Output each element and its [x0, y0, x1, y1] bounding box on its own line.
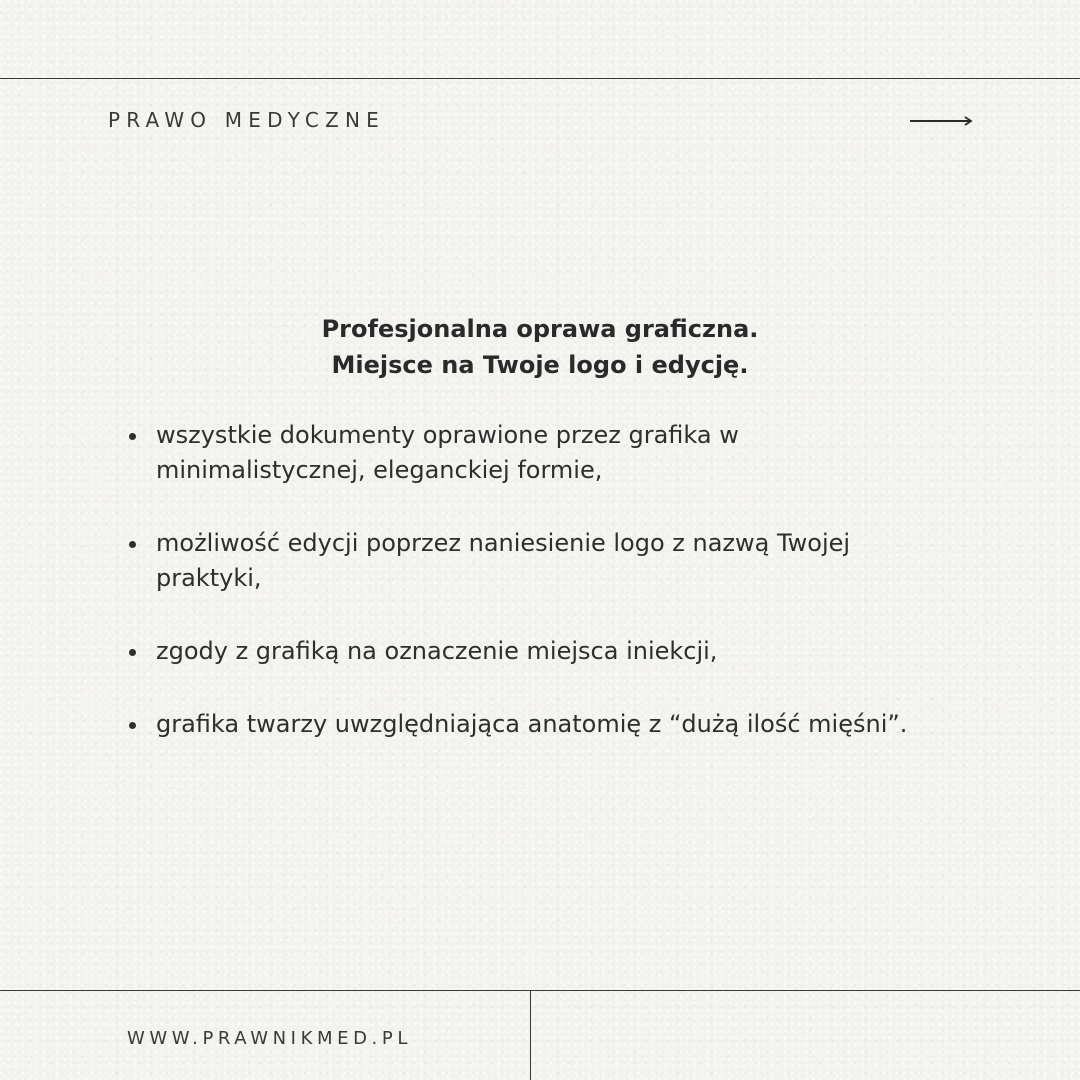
list-item-text: możliwość edycji poprzez naniesienie logo z nazwą Twojej praktyki, [156, 529, 851, 592]
bottom-divider [0, 990, 1080, 991]
list-item-text: zgody z grafiką na oznaczenie miejsca iniekcji, [156, 637, 718, 665]
heading-line-2: Miejsce na Twoje logo i edycję. [331, 351, 749, 379]
bullet-icon [129, 433, 136, 440]
main-heading [140, 311, 940, 383]
list-item [127, 707, 947, 742]
list-item-text: grafika twarzy uwzględniająca anatomię z “dużą ilość mięśni”. [156, 710, 908, 738]
bullet-icon [129, 649, 136, 656]
footer-vertical-divider [530, 990, 531, 1080]
arrow-right-icon[interactable] [910, 111, 974, 131]
list-item [127, 634, 947, 669]
bullet-icon [129, 722, 136, 729]
list-item [127, 418, 947, 488]
header-title: PRAWO MEDYCZNE [108, 108, 385, 132]
feature-list [127, 418, 947, 780]
heading-line-1: Profesjonalna oprawa graficzna. [321, 315, 759, 343]
website-link[interactable]: WWW.PRAWNIKMED.PL [127, 1028, 412, 1049]
list-item-text: wszystkie dokumenty oprawione przez grafika w minimalistycznej, eleganckiej formie, [156, 421, 739, 484]
top-divider [0, 78, 1080, 79]
bullet-icon [129, 541, 136, 548]
list-item [127, 526, 947, 596]
